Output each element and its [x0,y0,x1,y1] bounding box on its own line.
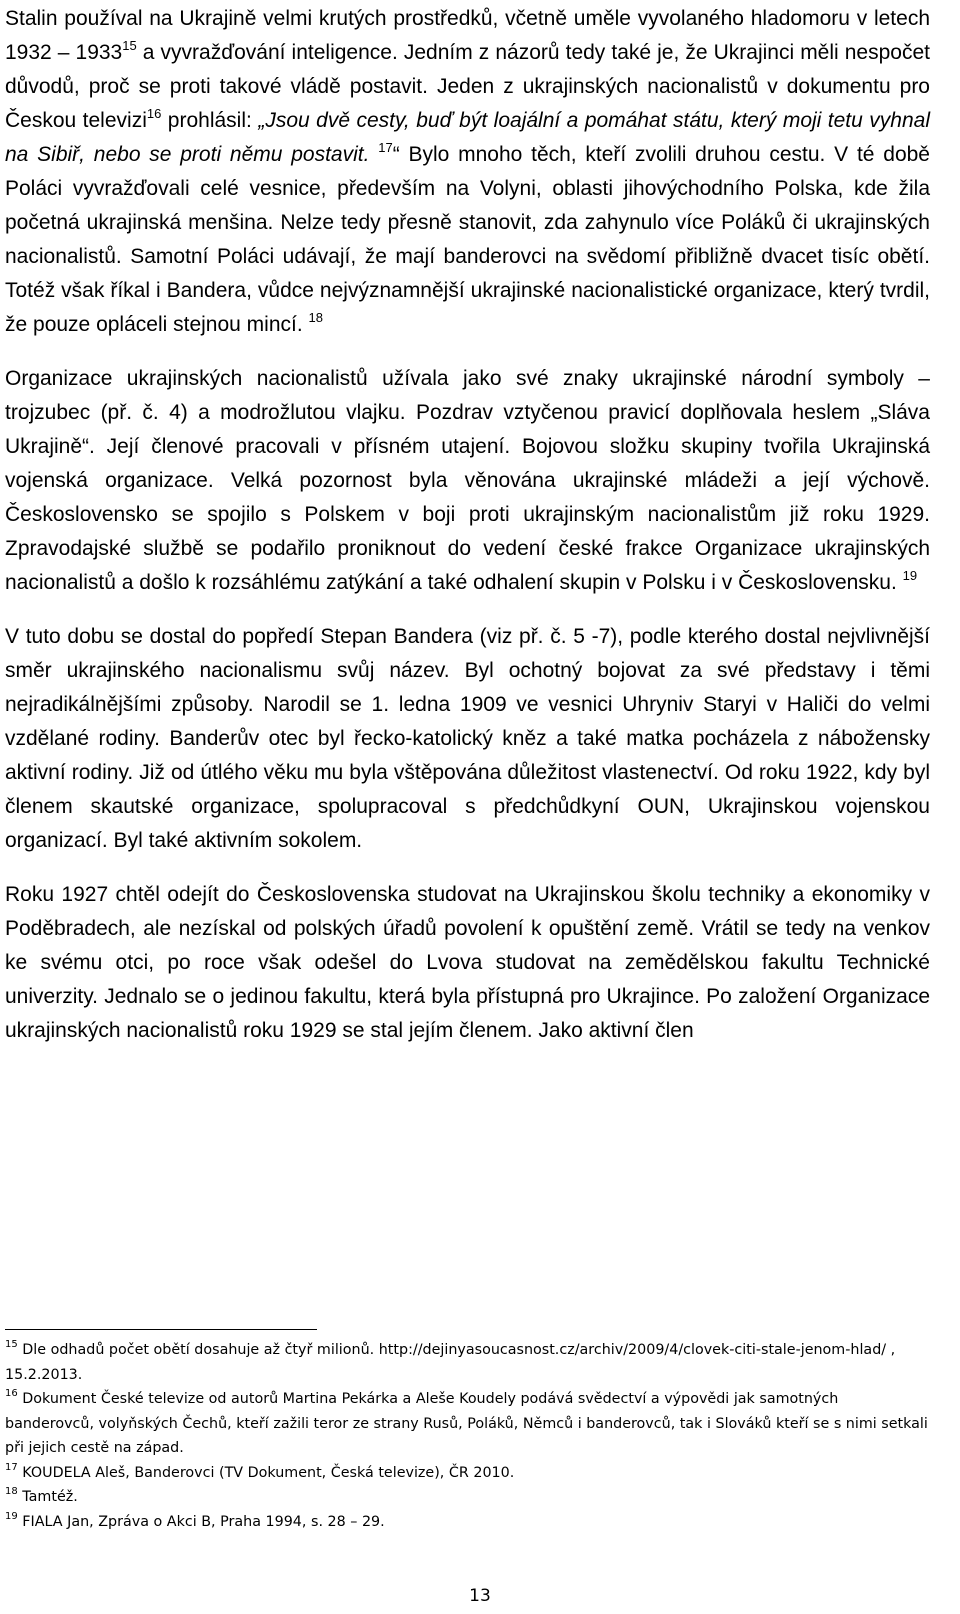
footnote-ref[interactable]: 16 [146,106,162,121]
footnote-text: Dle odhadů počet obětí dosahuje až čtyř milionů. http://dejinyasoucasnost.cz/archiv/2009/4/clovek-citi-stale-jenom-hlad/ , 15.2.2013. [5,1342,896,1383]
paragraph-2 [5,362,930,600]
paragraph-text: a vyvražďování inteligence. Jedním z názorů tedy také je, že Ukrajinci měli nespočet důvodů, proč se proti takové vládě postavit. Jeden z ukrajinských nacionalistů v dokumentu pro Českou televizi [5,41,930,132]
footnote-text: Tamtéž. [17,1489,78,1505]
footnote-item [5,1510,930,1535]
footnote-item [5,1338,930,1387]
footnote-item [5,1485,930,1510]
footnote-ref[interactable]: 19 [902,568,918,583]
footnote-ref[interactable]: 15 [122,38,137,53]
paragraph-1 [5,2,930,342]
footnote-number: 19 [5,1510,18,1522]
main-text [5,2,930,1068]
paragraph-text: Stalin používal na Ukrajině velmi krutých prostředků, včetně uměle vyvolaného hladomoru v letech 1932 – 1933 [5,7,930,64]
paragraph-text: prohlásil: [161,109,259,132]
footnote-ref[interactable]: 17 [378,140,393,155]
paragraph-text: “ Bylo mnoho těch, kteří zvolili druhou cestu. V té době Poláci vyvražďovali celé vesnice, především na Volyni, oblasti jihovýchodního Polska, kde žila početná ukrajinská menšina. Nelze tedy přesně stanovit, zda zahynulo více Poláků či ukrajinských nacionalistů. Samotní Poláci udávají, že mají banderovci na svědomí přibližně dvacet tisíc obětí. Totéž však říkal i Bandera, vůdce nejvýznamnější ukrajinské nacionalistické organizace, který tvrdil, že pouze opláceli stejnou mincí. [5,143,930,336]
footnote-item [5,1387,930,1461]
paragraph-3: V tuto dobu se dostal do popředí Stepan Bandera (viz př. č. 5 -7), podle kterého dostal nejvlivnější směr ukrajinského nacionalismu svůj název. Byl ochotný bojovat za své představy i těmi nejradikálnějšími způsoby. Narodil se 1. ledna 1909 ve vesnici Uhryniv Staryi v Haliči do velmi vzdělané rodiny. Banderův otec byl řecko-katolický kněz a také matka pocházela z nábožensky aktivní rodiny. Již od útlého věku mu byla vštěpována důležitost vlastenectví. Od roku 1922, kdy byl členem skautské organizace, spolupracoval s předchůdkyní OUN, Ukrajinskou vojenskou organizací. Byl také aktivním sokolem. [5,625,930,852]
footnote-number: 15 [5,1339,18,1350]
quote-text: „Jsou dvě cesty, buď být loajální a pomáhat státu, který moji tetu vyhnal na Sibiř, nebo se proti němu postavit. [5,109,930,166]
footnote-text: FIALA Jan, Zpráva o Akci B, Praha 1994, s. 28 – 29. [17,1513,385,1530]
footnote-number: 17 [5,1461,18,1473]
footnote-text: Dokument České televize od autorů Martina Pekárka a Aleše Koudely podává svědectví a výpovědi jak samotných banderovců, volyňských Čechů, kteří zažili teror ze strany Rusů, Poláků, Němců i banderovců, tak i Slováků kteří se s nimi setkali při jejich cestě na západ. [5,1391,928,1456]
footnote-number: 18 [5,1486,18,1497]
footnote-text: KOUDELA Aleš, Banderovci (TV Dokument, Česká televize), ČR 2010. [17,1464,515,1481]
footnote-ref[interactable]: 18 [308,310,323,325]
footnote-number: 16 [5,1388,18,1399]
paragraph-text: Organizace ukrajinských nacionalistů užívala jako své znaky ukrajinské národní symboly – trojzubec (př. č. 4) a modrožlutou vlajku. Pozdrav vztyčenou pravicí doplňovala heslem „Sláva Ukrajině“. Její členové pracovali v přísném utajení. Bojovou složku skupiny tvořila Ukrajinská vojenská organizace. Velká pozornost byla věnována ukrajinské mládeži a její výchově. Československo se spojilo s Polskem v boji proti ukrajinským nacionalistům již roku 1929. Zpravodajské službě se podařilo proniknout do vedení české frakce Organizace ukrajinských nacionalistů a došlo k rozsáhlému zatýkání a také odhalení skupin v Polsku i v Československu. [5,367,930,594]
paragraph-4: Roku 1927 chtěl odejít do Československa studovat na Ukrajinskou školu techniky a ekonomiky v Poděbradech, ale nezískal od polských úřadů povolení k opuštění země. Vrátil se tedy na venkov ke svému otci, po roce však odešel do Lvova studovat na zemědělskou fakultu Technické univerzity. Jednalo se o jedinou fakultu, která byla přístupná pro Ukrajince. Po založení Organizace ukrajinských nacionalistů roku 1929 se stal jejím členem. Jako aktivní člen [5,883,930,1042]
page-number: 13 [469,1586,491,1606]
footnote-item [5,1461,930,1486]
footnotes [5,1338,930,1534]
footnote-divider [5,1329,317,1330]
